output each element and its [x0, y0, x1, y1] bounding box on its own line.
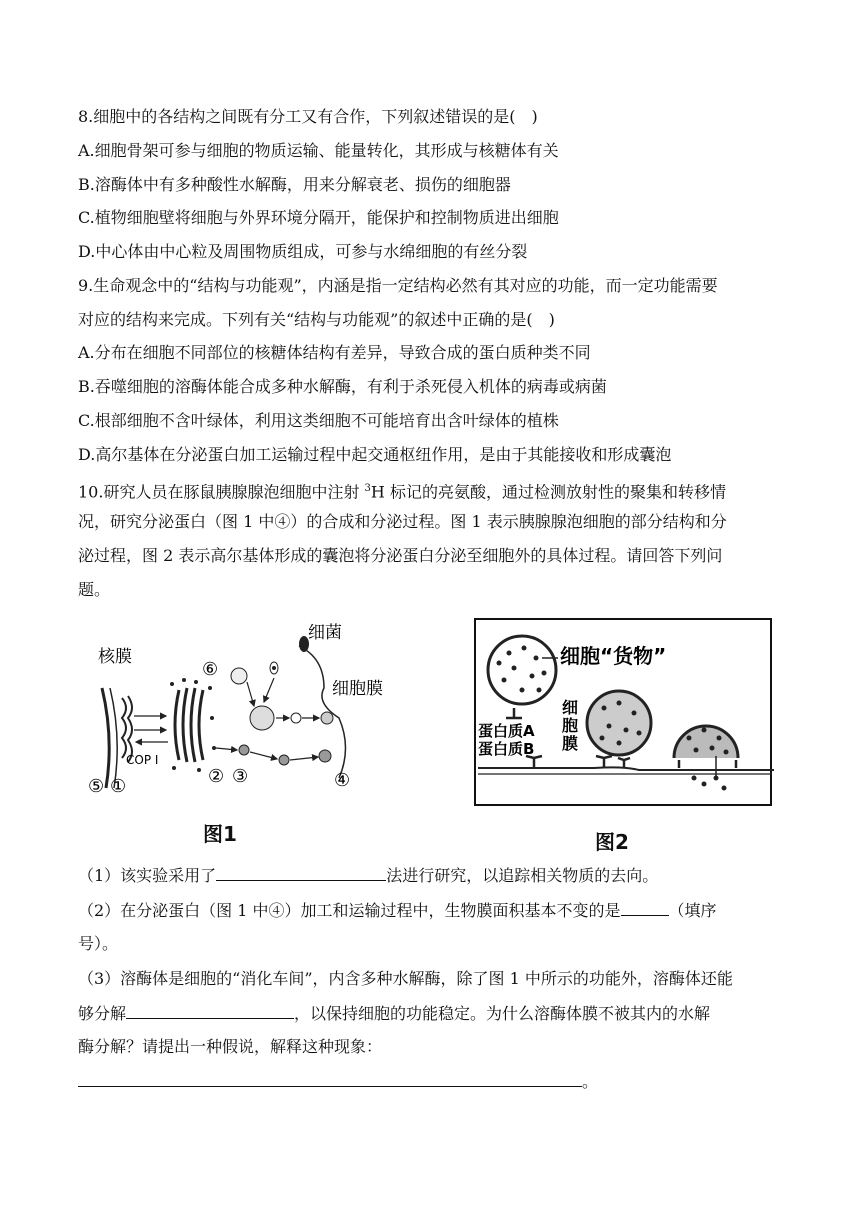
fig2-label-protein-b: 蛋白质B: [478, 740, 535, 758]
q8-stem: 8.细胞中的各结构之间既有分工又有合作，下列叙述错误的是( ): [78, 107, 538, 126]
sub2-text-a: （2）在分泌蛋白（图 1 中④）加工和运输过程中，生物膜面积基本不变的是: [78, 901, 621, 920]
fig1-label-membrane: 细胞膜: [332, 679, 383, 699]
figure-2: [474, 618, 772, 806]
answer-blank-1[interactable]: [216, 864, 386, 881]
q9-stem-line2: 对应的结构来完成。下列有关“结构与功能观”的叙述中正确的是( ): [78, 310, 555, 329]
vesicle-6: [231, 668, 247, 684]
answer-blank-4[interactable]: [78, 1070, 582, 1087]
q8-option-c: C.植物细胞壁将细胞与外界环境分隔开，能保护和控制物质进出细胞: [78, 208, 559, 227]
fig1-label-bacteria: 细菌: [308, 623, 342, 643]
figure-1: [84, 618, 383, 808]
sub-question-2-cont: 号）。: [78, 934, 119, 953]
fig1-num-3: ③: [232, 766, 249, 787]
q10-line3: 泌过程，图 2 表示高尔基体形成的囊泡将分泌蛋白分泌至细胞外的具体过程。请回答下列问: [78, 546, 723, 565]
q9-option-d: D.高尔基体在分泌蛋白加工运输过程中起交通枢纽作用，是由于其能接收和形成囊泡: [78, 445, 672, 464]
q9-option-a: A.分布在细胞不同部位的核糖体结构有差异，导致合成的蛋白质种类不同: [78, 343, 591, 362]
sub-question-1: [78, 864, 658, 887]
q10-line1: [78, 478, 726, 503]
q10-line1-b: H 标记的亮氨酸，通过检测放射性的聚集和转移情: [370, 482, 726, 502]
nuclear-membrane-shape: [102, 688, 109, 788]
sub-question-3-line4: [78, 1070, 598, 1093]
q10-line2: 况，研究分泌蛋白（图 1 中④）的合成和分泌过程。图 1 表示胰腺腺泡细胞的部分结构和分: [78, 512, 727, 531]
figure-1-caption: 图1: [203, 822, 237, 846]
fig1-num-1: ①: [110, 776, 127, 797]
sub1-text-a: （1）该实验采用了: [78, 866, 217, 885]
sub1-text-b: 法进行研究，以追踪相关物质的去向。: [386, 866, 659, 885]
q8-option-a: A.细胞骨架可参与细胞的物质运输、能量转化，其形成与核糖体有关: [78, 141, 559, 160]
sub-question-3-line2: [78, 1002, 710, 1025]
answer-blank-2[interactable]: [621, 899, 669, 916]
phagosome: [250, 706, 274, 730]
figure-2-caption: 图2: [595, 830, 629, 854]
answer-blank-3[interactable]: [126, 1002, 294, 1019]
sub2-text-b: （填序: [668, 901, 717, 920]
er-shape: [122, 698, 126, 758]
fig1-label-cop: COP Ⅰ: [126, 753, 159, 767]
sub3-text-b: 够分解: [78, 1004, 127, 1023]
q10-line4: 题。: [78, 580, 111, 599]
fig1-num-4: ④: [334, 770, 351, 791]
sub-question-3-line1: （3）溶酶体是细胞的“消化车间”，内含多种水解酶，除了图 1 中所示的功能外，溶酶体还能: [78, 969, 733, 988]
q10-line1-a: 10.研究人员在豚鼠胰腺腺泡细胞中注射: [78, 482, 365, 502]
vesicle-3: [239, 745, 249, 755]
q8-option-d: D.中心体由中心粒及周围物质组成，可参与水绵细胞的有丝分裂: [78, 242, 528, 261]
fig1-num-6: ⑥: [202, 659, 219, 680]
sub-question-2: [78, 899, 717, 922]
q9-option-b: B.吞噬细胞的溶酶体能合成多种水解酶，有利于杀死侵入机体的病毒或病菌: [78, 377, 607, 396]
sub-question-3-line3: 酶分解？请提出一种假说，解释这种现象：: [78, 1037, 383, 1056]
golgi-shape: [175, 688, 203, 762]
fig1-num-2: ②: [208, 766, 225, 787]
fig2-label-cargo: 细胞“货物”: [560, 644, 667, 668]
q9-stem-line1: 9.生命观念中的“结构与功能观”，内涵是指一定结构必然有其对应的功能，而一定功能需要: [78, 276, 718, 295]
sub3-end: 。: [582, 1072, 599, 1091]
fig2-vesicle-1: [488, 636, 556, 704]
fig2-label-membrane-1: 细: [562, 698, 579, 717]
fig1-num-5: ⑤: [88, 776, 105, 797]
fig2-label-protein-a: 蛋白质A: [478, 722, 535, 740]
sub3-text-c: ，以保持细胞的功能稳定。为什么溶酶体膜不被其内的水解: [294, 1004, 711, 1023]
fig2-label-membrane-2: 胞: [562, 716, 579, 735]
q10-superscript: 3: [364, 483, 371, 494]
fig1-label-nucleus: 核膜: [98, 647, 132, 667]
q9-option-c: C.根部细胞不含叶绿体，利用这类细胞不可能培育出含叶绿体的植株: [78, 411, 559, 430]
fig2-label-membrane-3: 膜: [562, 734, 579, 753]
q8-option-b: B.溶酶体中有多种酸性水解酶，用来分解衰老、损伤的细胞器: [78, 175, 511, 194]
